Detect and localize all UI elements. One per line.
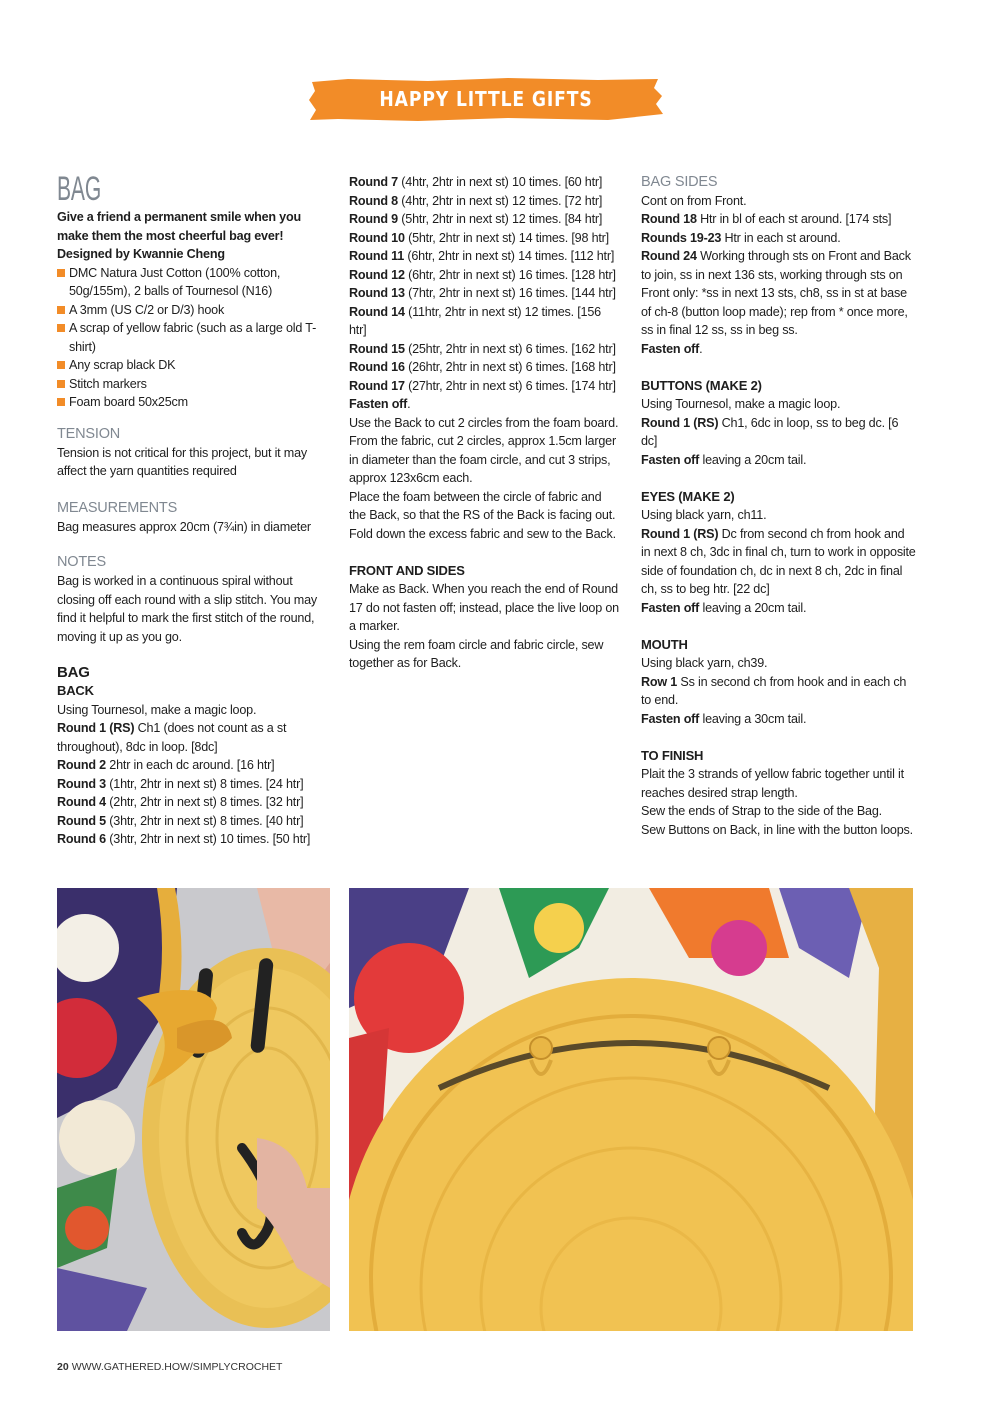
round-row: Round 8 (4htr, 2htr in next st) 12 times. [72 htr] <box>349 193 603 208</box>
round-row: Round 1 (RS) Dc from second ch from hook and in next 8 ch, 3dc in final ch, turn to work in opposite side of foundation ch, dc in next 8 ch, 2dc in final ch, ss to beg htr. [22 dc] <box>641 526 916 596</box>
bullet-square-icon <box>57 398 65 406</box>
list-item: Stitch markers <box>57 375 325 394</box>
fasten-off: Fasten off leaving a 30cm tail. <box>641 711 807 726</box>
intro-text: Give a friend a permanent smile when you make them the most cheerful bag ever! Designed by Kwannie Cheng <box>57 210 301 261</box>
fasten-off: Fasten off. <box>349 397 411 411</box>
notes-heading: NOTES <box>57 554 106 570</box>
round-row: Round 1 (RS) Ch1, 6dc in loop, ss to beg dc. [6 dc] <box>641 415 899 448</box>
round-row: Round 10 (5htr, 2htr in next st) 14 times. [98 htr] <box>349 230 609 245</box>
round-row: Round 1 (RS) Ch1 (does not count as a st throughout), 8dc in loop. [8dc] <box>57 721 287 754</box>
bag-heading: BAG <box>57 664 90 681</box>
instruction-para: Make as Back. When you reach the end of Round 17 do not fasten off; instead, place the live loop on a marker. <box>349 582 619 633</box>
bullet-square-icon <box>57 324 65 332</box>
list-item: Foam board 50x25cm <box>57 393 325 412</box>
round-row: Round 2 2htr in each dc around. [16 htr] <box>57 758 275 772</box>
round-row: Round 7 (4htr, 2htr in next st) 10 times. [60 htr] <box>349 175 603 189</box>
tension-text: Tension is not critical for this project, but it may affect the yarn quantities required <box>57 445 307 478</box>
sides-intro: Cont on from Front. <box>641 193 747 208</box>
round-row: Round 6 (3htr, 2htr in next st) 10 times. [50 htr] <box>57 832 311 846</box>
buttons-intro: Using Tournesol, make a magic loop. <box>641 397 841 411</box>
bullet-square-icon <box>57 380 65 388</box>
instruction-para: From the fabric, cut 2 circles, approx 1.5cm larger in diameter than the foam circle, and cut 3 strips, approx 123x6cm each. <box>349 434 616 485</box>
instruction-para: Using the rem foam circle and fabric circle, sew together as for Back. <box>349 637 604 670</box>
round-row: Round 14 (11htr, 2htr in next st) 12 times. [156 htr] <box>349 304 601 337</box>
list-item: DMC Natura Just Cotton (100% cotton, 50g/155m), 2 balls of Tournesol (N16) <box>57 264 325 301</box>
round-row: Round 9 (5htr, 2htr in next st) 12 times. [84 htr] <box>349 212 603 226</box>
mouth-intro: Using black yarn, ch39. <box>641 656 768 670</box>
instruction-para: Use the Back to cut 2 circles from the foam board. <box>349 415 619 430</box>
instruction-para: Sew Buttons on Back, in line with the button loops. <box>641 822 913 837</box>
measurements-heading: MEASUREMENTS <box>57 499 178 516</box>
list-item: A scrap of yellow fabric (such as a large old T-shirt) <box>57 319 325 356</box>
tension-heading: TENSION <box>57 425 121 442</box>
round-row: Round 11 (6htr, 2htr in next st) 14 times. [112 htr] <box>349 249 615 263</box>
finish-heading: TO FINISH <box>641 747 704 763</box>
collection-banner <box>308 76 664 157</box>
round-row: Round 18 Htr in bl of each st around. [174 sts] <box>641 212 892 226</box>
column-left <box>57 170 325 849</box>
instruction-para: Sew the ends of Strap to the side of the Bag. <box>641 804 882 818</box>
mouth-heading: MOUTH <box>641 636 688 652</box>
fasten-off: Fasten off leaving a 20cm tail. <box>641 600 807 615</box>
round-row: Round 12 (6htr, 2htr in next st) 16 times. [128 htr] <box>349 267 616 282</box>
sides-heading: BAG SIDES <box>641 174 718 190</box>
round-row: Round 24 Working through sts on Front and Back to join, ss in next 136 sts, working through sts on Front only: *ss in next 13 sts, ch8, ss in st at base of ch-8 (button loop made); rep from * once more, ss in final 12 ss, ss in beg ss. <box>641 249 911 337</box>
eyes-heading: EYES (MAKE 2) <box>641 488 735 504</box>
round-row: Round 17 (27htr, 2htr in next st) 6 times. [174 htr] <box>349 378 616 393</box>
bullet-square-icon <box>57 269 65 277</box>
round-row: Row 1 Ss in second ch from hook and in each ch to end. <box>641 674 907 707</box>
notes-text: Bag is worked in a continuous spiral without closing off each round with a slip stitch. You may find it helpful to mark the first stitch of the round, moving it up as you go. <box>57 574 317 644</box>
round-row: Round 13 (7htr, 2htr in next st) 16 times. [144 htr] <box>349 286 616 300</box>
eyes-intro: Using black yarn, ch11. <box>641 508 767 522</box>
bag-photo-closeup <box>349 888 913 1331</box>
round-row: Round 3 (1htr, 2htr in next st) 8 times. [24 htr] <box>57 776 304 791</box>
fasten-off: Fasten off leaving a 20cm tail. <box>641 452 807 467</box>
back-heading: BACK <box>57 683 94 698</box>
measurements-text: Bag measures approx 20cm (7¾in) in diameter <box>57 519 311 534</box>
bullet-square-icon <box>57 306 65 314</box>
page-footer <box>57 1361 282 1373</box>
materials-list <box>57 264 325 412</box>
bag-photo-side <box>57 888 330 1331</box>
column-middle <box>349 173 621 673</box>
round-row: Round 15 (25htr, 2htr in next st) 6 times. [162 htr] <box>349 341 616 356</box>
instruction-para: Place the foam between the circle of fabric and the Back, so that the RS of the Back is facing out. Fold down the excess fabric and sew to the Back. <box>349 489 616 541</box>
buttons-heading: BUTTONS (MAKE 2) <box>641 377 762 393</box>
banner-title: HAPPY LITTLE GIFTS COLLECTION <box>379 87 593 157</box>
round-row: Round 4 (2htr, 2htr in next st) 8 times. [32 htr] <box>57 795 304 809</box>
round-row: Rounds 19-23 Htr in each st around. <box>641 230 841 245</box>
footer-url: WWW.GATHERED.HOW/SIMPLYCROCHET <box>71 1361 283 1373</box>
list-item: Any scrap black DK <box>57 356 325 375</box>
round-row: Round 5 (3htr, 2htr in next st) 8 times. [40 htr] <box>57 813 304 828</box>
back-intro: Using Tournesol, make a magic loop. <box>57 702 257 717</box>
fasten-off: Fasten off. <box>641 341 703 356</box>
front-heading: FRONT AND SIDES <box>349 562 465 578</box>
round-row: Round 16 (26htr, 2htr in next st) 6 times. [168 htr] <box>349 360 616 374</box>
pattern-title: BAG <box>57 170 102 208</box>
bullet-square-icon <box>57 361 65 369</box>
page-number: 20 <box>57 1361 69 1373</box>
instruction-para: Plait the 3 strands of yellow fabric together until it reaches desired strap length. <box>641 767 904 800</box>
column-right <box>641 173 916 839</box>
list-item: A 3mm (US C/2 or D/3) hook <box>57 301 325 320</box>
